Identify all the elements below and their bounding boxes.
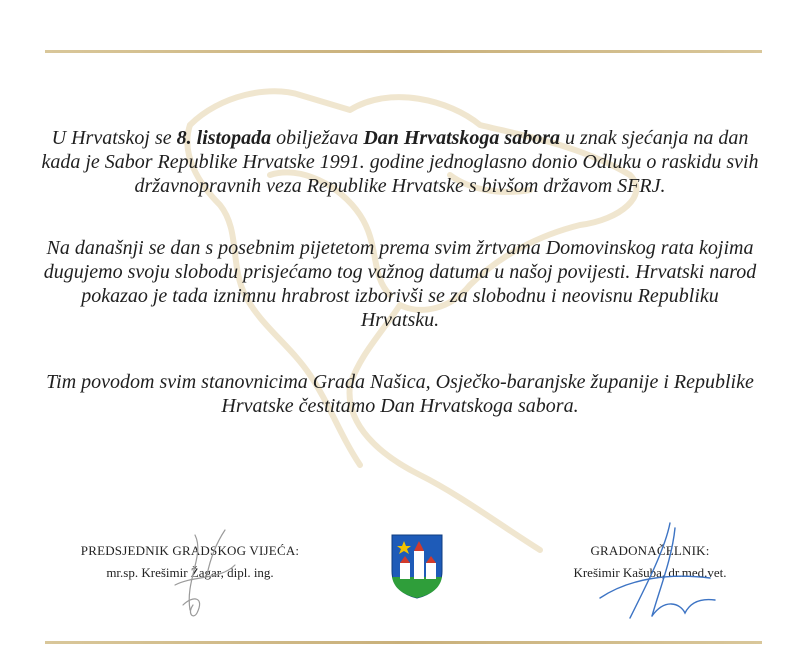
greeting-body <box>40 126 760 456</box>
council-president-signature-icon <box>165 525 255 620</box>
paragraph-text: u znak sjećanja na dan kada je Sabor Republike Hrvatske 1991. godine jednoglasno donio Odluku o raskidu svih državnopravnih veza Republike Hrvatske s bivšom državom SFRJ. <box>41 127 759 197</box>
paragraph-1 <box>40 126 760 198</box>
council-president-title: PREDSJEDNIK GRADSKOG VIJEĆA: <box>80 543 300 558</box>
council-president-name: mr.sp. Krešimir Žagar, dipl. ing. <box>106 565 274 580</box>
top-gold-rule <box>45 50 762 53</box>
paragraph-3 <box>40 370 760 418</box>
nasice-coat-of-arms-icon <box>390 533 444 599</box>
bottom-gold-rule <box>45 641 762 644</box>
paragraph-text: obilježava <box>271 127 364 149</box>
paragraph-text: Tim povodom svim stanovnicima Grada Našica, Osječko-baranjske županije i Republike Hrvatske čestitamo Dan Hrvatskoga sabora. <box>46 371 754 417</box>
emphasis-text: Dan Hrvatskoga sabora <box>363 127 561 149</box>
mayor-signature-icon <box>590 518 720 628</box>
paragraph-2 <box>40 236 760 332</box>
paragraph-text: U Hrvatskoj se <box>51 127 177 149</box>
emphasis-text: 8. listopada <box>176 127 272 149</box>
mayor-name: Krešimir Kašuba, dr.med.vet. <box>573 565 727 580</box>
mayor-title: GRADONAČELNIK: <box>590 543 710 558</box>
paragraph-text: Na današnji se dan s posebnim pijetetom prema svim žrtvama Domovinskog rata kojima dugujemo svoju slobodu prisjećamo tog važnog datuma u našoj povijesti. Hrvatski narod pokazao je tada iznimnu hrabrost izborivši se za slobodnu i neovisnu Republiku Hrvatsku. <box>43 237 757 331</box>
